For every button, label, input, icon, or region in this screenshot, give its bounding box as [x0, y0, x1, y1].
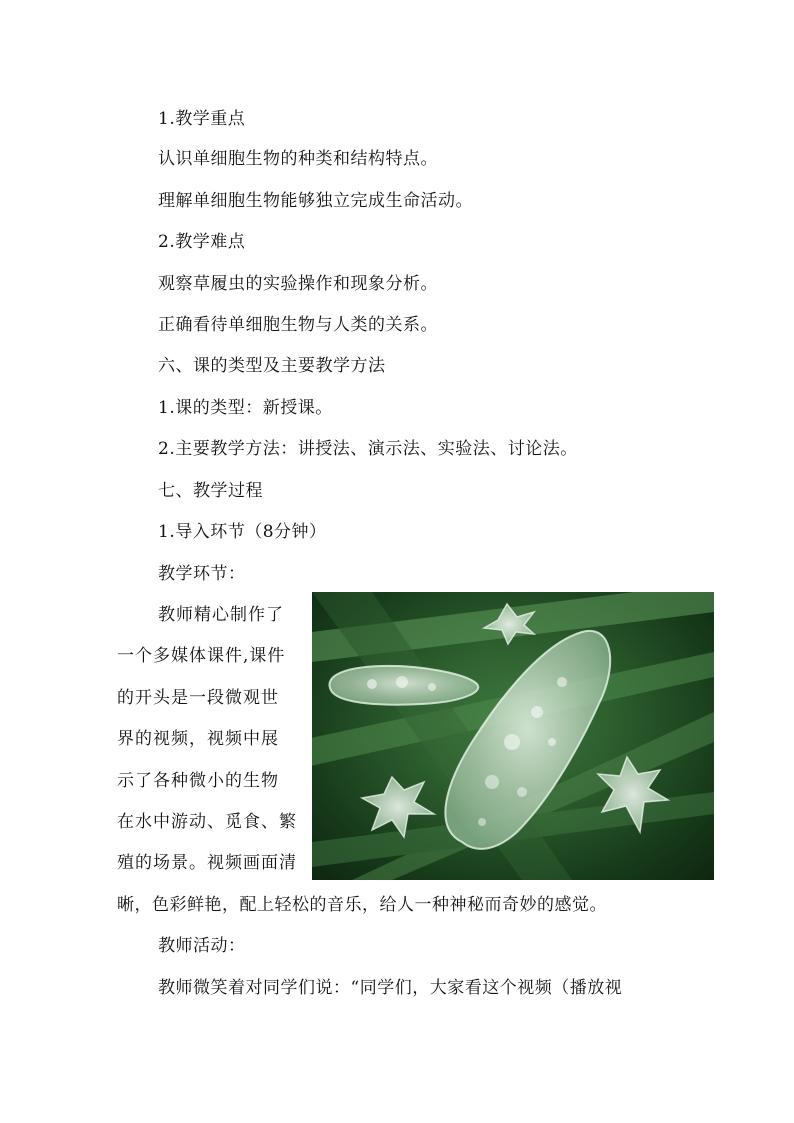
section-heading: 七、教学过程: [158, 481, 263, 501]
text-line: 教师微笑着对同学们说：“同学们，大家看这个视频（播放视: [158, 978, 623, 998]
text-line: 理解单细胞生物能够独立完成生命活动。: [158, 191, 473, 211]
section-heading: 六、课的类型及主要教学方法: [158, 356, 386, 376]
text-line: 正确看待单细胞生物与人类的关系。: [158, 315, 438, 335]
wrap-text-line: 一个多媒体课件,课件: [117, 646, 286, 666]
text-line: 1.导入环节（8分钟）: [158, 522, 327, 542]
wrap-text-line: 的开头是一段微观世: [117, 688, 279, 708]
wrap-text-line: 示了各种微小的生物: [117, 771, 279, 791]
microorganism-illustration-icon: [312, 592, 714, 880]
text-line: 观察草履虫的实验操作和现象分析。: [158, 274, 438, 294]
text-line: 1.课的类型：新授课。: [158, 398, 333, 418]
text-line: 教学环节：: [158, 564, 246, 584]
text-line: 认识单细胞生物的种类和结构特点。: [158, 149, 438, 169]
text-line: 教师活动：: [158, 936, 246, 956]
paramecium-small: [329, 666, 478, 705]
text-line: 1.教学重点: [158, 109, 246, 129]
wrap-text-line: 在水中游动、觅食、繁: [117, 812, 297, 832]
text-line: 2.主要教学方法：讲授法、演示法、实验法、讨论法。: [158, 439, 578, 459]
amoeba-left: [362, 777, 434, 837]
text-line: 晰，色彩鲜艳，配上轻松的音乐，给人一种神秘而奇妙的感觉。: [117, 895, 607, 915]
wrap-text-line: 教师精心制作了: [158, 605, 284, 625]
text-line: 2.教学难点: [158, 232, 246, 252]
wrap-text-line: 殖的场景。视频画面清: [117, 853, 297, 873]
wrap-text-line: 界的视频，视频中展: [117, 729, 279, 749]
